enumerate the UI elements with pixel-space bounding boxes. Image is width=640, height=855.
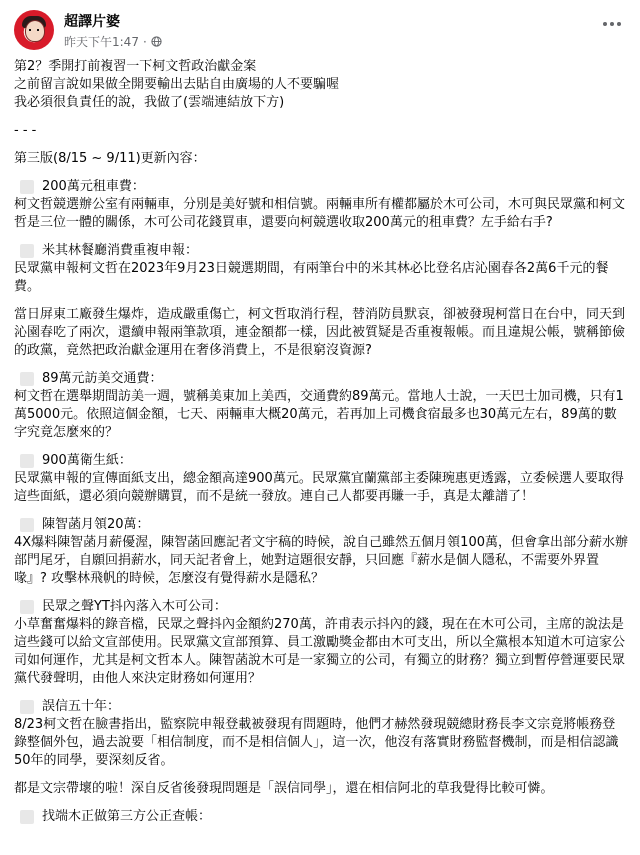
avatar[interactable] [14,10,54,50]
section-heading [14,516,628,534]
bullet-icon [20,244,34,258]
section-body: 柯文哲競選辦公室有兩輛車，分別是美好號和相信號。兩輛車所有權都屬於木可公司，木可與民眾黨和柯文哲是三位一體的關係，木可公司花錢買車，還要向柯競選收取200萬元的租車費？左手給右手? [14,197,626,230]
section-heading [14,452,628,470]
post-meta [64,33,162,50]
bullet-icon [20,600,34,614]
intro-line: 第2？季開打前複習一下柯文哲政治獻金案 [14,59,257,74]
section-body: 柯文哲在選舉期間訪美一週，號稱美東加上美西，交通費約89萬元。當地人士說，一天巴士加司機，只有1萬5000元。依照這個金額，七天、兩輛車大概20萬元，若再加上司機食宿最多也30萬元左右，89萬的數字究竟怎麼來的？ [14,389,624,440]
post-content [14,58,628,826]
meta-separator: · [142,34,147,49]
section-body: 都是文宗帶壞的啦！深自反省後發現問題是「誤信同學」，還在相信阿北的草我覺得比較可憐。 [14,781,554,796]
section-body: 民眾黨申報的宣傳面紙支出，總金額高達900萬元。民眾黨宜蘭黨部主委陳琬惠更透露，立委候選人要取得這些面紙，還必須向競辦購買，而不是統一發放。連自己人都要再賺一手，真是太離譜了！ [14,471,624,504]
section-body: 民眾黨申報柯文哲在2023年9月23日競選期間，有兩筆台中的米其林必比登名店沁園春各2萬6千元的餐費。 [14,261,609,294]
post-header [14,10,626,54]
section-heading [14,698,628,716]
section-heading-text: 89萬元訪美交通費： [42,371,163,386]
bullet-icon [20,518,34,532]
author-name[interactable]: 超譯片婆 [64,14,120,30]
section-heading [14,598,628,616]
bullet-icon [20,700,34,714]
section-heading-text: 誤信五十年： [42,699,121,714]
section-heading-text: 米其林餐廳消費重複申報： [42,243,199,258]
divider-text: - - - [14,123,37,138]
section-heading-text: 900萬衛生紙： [42,453,132,468]
section-heading [14,178,628,196]
globe-icon[interactable] [151,36,162,47]
intro-line: 我必須很負責任的說，我做了(雲端連結放下方) [14,95,285,110]
version-heading: 第三版(8/15 ~ 9/11)更新內容： [14,151,206,166]
section-heading-text: 陳智菡月領20萬： [42,517,150,532]
intro-line: 之前留言說如果做全開要輸出去貼自由廣場的人不要騙喔 [14,77,340,92]
section-body: 小草奮奮爆料的錄音檔，民眾之聲抖內金額約270萬，許甫表示抖內的錢，現在在木可公司，主席的說法是這些錢可以給文宣部使用。民眾黨文宣部預算、員工激勵獎金都由木可支出，所以全黨根本知道木可這家公司如何運作，尤其是柯文哲本人。陳智菡說木可是一家獨立的公司，有獨立的財務？獨立到暫停營運要民眾黨代發聲明，由他人來決定財務如何運用？ [14,617,626,686]
bullet-icon [20,810,34,824]
section-heading-text: 200萬元租車費： [42,179,145,194]
post-timestamp[interactable]: 昨天下午1:47 [64,35,139,49]
section-body: 4X爆料陳智菡月薪優渥，陳智菡回應記者文宇稿的時候，說自己雖然五個月領100萬，但會拿出部分薪水辦部門尾牙，自願回捐薪水，同天記者會上，她對這題很安靜，只回應『薪水是個人隱私，不需要外界置喙』? 攻擊林飛帆的時候，怎麼沒有覺得薪水是隱私？ [14,535,628,586]
bullet-icon [20,372,34,386]
section-heading [14,242,628,260]
section-body: 8/23柯文哲在臉書指出，監察院申報登載被發現有問題時，他們才赫然發現競總財務長李文宗竟將帳務登錄整個外包，過去說要「相信制度，而不是相信個人」，這一次，他沒有落實財務監督機制，而是相信認識50年的同學，要深刻反省。 [14,717,619,768]
section-heading [14,370,628,388]
section-heading-text: 民眾之聲YT抖內落入木可公司： [42,599,227,614]
bullet-icon [20,454,34,468]
section-heading [14,808,628,826]
section-body: 當日屏東工廠發生爆炸，造成嚴重傷亡，柯文哲取消行程，替消防員默哀，卻被發現柯當日在台中，同天到沁園春吃了兩次，還續申報兩筆款項，連金額都一樣，因此被質疑是否重複報帳。而且違規公帳，號稱節儉的政黨，竟然把政治獻金運用在奢侈消費上，不是很窮沒資源? [14,307,626,358]
section-heading-text: 找端木正做第三方公正查帳： [42,809,212,824]
more-options-icon[interactable] [598,14,626,34]
bullet-icon [20,180,34,194]
